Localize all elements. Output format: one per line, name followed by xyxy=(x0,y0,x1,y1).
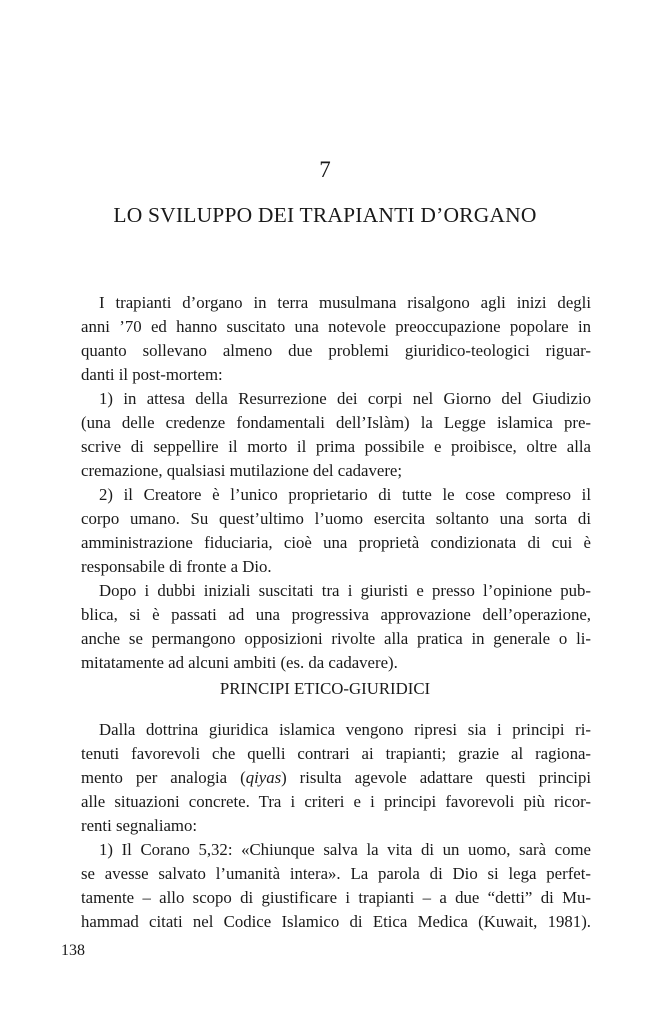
text-line: tenuti favorevoli che quelli contrari ai trapianti; grazie al ragiona- xyxy=(81,744,591,763)
chapter-number: 7 xyxy=(319,157,331,182)
text-line: renti segnaliamo: xyxy=(81,816,198,835)
text-line: danti il post-mortem: xyxy=(81,365,223,384)
intro-paragraphs xyxy=(81,291,591,675)
text-line: mento per analogia (qiyas) risulta agevole adattare questi principi xyxy=(81,768,591,787)
text-line: alle situazioni concrete. Tra i criteri e i principi favorevoli più ricor- xyxy=(81,792,591,811)
text-line: corpo umano. Su quest’ultimo l’uomo esercita soltanto una sorta di xyxy=(81,509,591,528)
text-line: mitatamente ad alcuni ambiti (es. da cadavere). xyxy=(81,653,398,672)
text-line: (una delle credenze fondamentali dell’Islàm) la Legge islamica pre- xyxy=(81,413,591,432)
text-line: I trapianti d’organo in terra musulmana risalgono agli inizi degli xyxy=(99,293,591,312)
section-heading: PRINCIPI ETICO-GIURIDICI xyxy=(219,679,431,698)
page-number: 138 xyxy=(61,942,85,959)
text-line: anni ’70 ed hanno suscitato una notevole preoccupazione popolare in xyxy=(81,317,591,336)
chapter-title: LO SVILUPPO DEI TRAPIANTI D’ORGANO xyxy=(113,203,537,227)
text-line: Dalla dottrina giuridica islamica vengono ripresi sia i principi ri- xyxy=(99,720,591,739)
text-line: Dopo i dubbi iniziali suscitati tra i giuristi e presso l’opinione pub- xyxy=(99,581,591,600)
text-line: 1) Il Corano 5,32: «Chiunque salva la vita di un uomo, sarà come xyxy=(99,840,591,859)
principi-paragraphs xyxy=(81,718,591,934)
text-line: se avesse salvato l’umanità intera». La parola di Dio si lega perfet- xyxy=(81,864,591,883)
text-line: scrive di seppellire il morto il prima possibile e proibisce, oltre alla xyxy=(81,437,591,456)
text-line: 2) il Creatore è l’unico proprietario di tutte le cose compreso il xyxy=(99,485,591,504)
text-line: cremazione, qualsiasi mutilazione del cadavere; xyxy=(81,461,403,480)
text-line: anche se permangono opposizioni rivolte alla pratica in generale o li- xyxy=(81,629,591,648)
text-line: 1) in attesa della Resurrezione dei corpi nel Giorno del Giudizio xyxy=(99,389,591,408)
italic-term: qiyas xyxy=(245,768,282,787)
text-line: hammad citati nel Codice Islamico di Etica Medica (Kuwait, 1981). xyxy=(81,912,591,931)
text-line: amministrazione fiduciaria, cioè una proprietà condizionata di cui è xyxy=(81,533,591,552)
text-line: responsabile di fronte a Dio. xyxy=(81,557,272,576)
text-line: tamente – allo scopo di giustificare i trapianti – a due “detti” di Mu- xyxy=(81,888,591,907)
text-line: blica, si è passati ad una progressiva approvazione dell’operazione, xyxy=(81,605,591,624)
text-line: quanto sollevano almeno due problemi giuridico-teologici riguar- xyxy=(81,341,591,360)
